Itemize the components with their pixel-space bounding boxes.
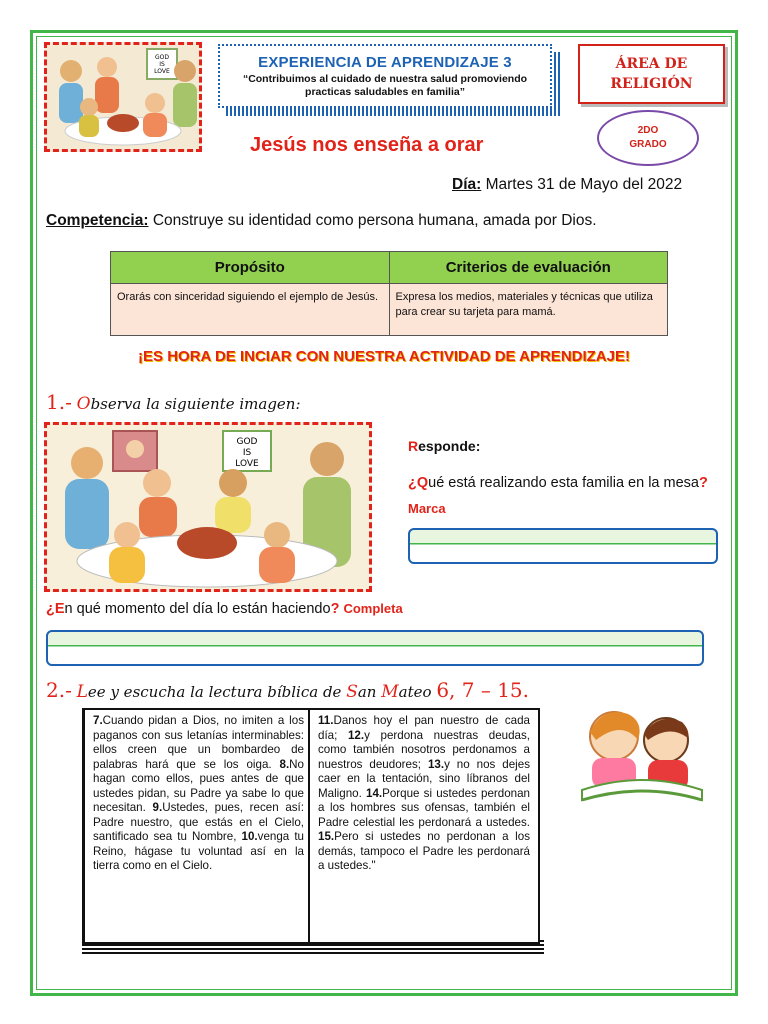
step2-number: 2.- (46, 678, 72, 702)
question-1: ¿Qué está realizando esta familia en la mesa? Marca (408, 475, 708, 516)
experience-title: EXPERIENCIA DE APRENDIZAJE 3 (258, 54, 512, 71)
grade-line2: GRADO (629, 139, 667, 150)
grade-badge (597, 110, 699, 166)
area-label-line1: ÁREA DE (615, 56, 688, 72)
svg-text:LOVE: LOVE (235, 459, 259, 469)
family-praying-image (44, 422, 372, 592)
lesson-title: Jesús nos enseña a orar (250, 134, 484, 156)
open-book (72, 708, 542, 956)
verse-text: Danos hoy el pan nuestro de cada día; (318, 714, 530, 742)
competencia-line (46, 212, 597, 230)
kids-reading-image (562, 700, 722, 820)
answer-field-2[interactable] (46, 630, 704, 666)
experience-subtitle: “Contribuimos al cuidado de nuestra salud promoviendo practicas saludables en familia” (242, 73, 528, 98)
table-row (111, 284, 668, 336)
step2-heading: 2.- Lee y escucha la lectura bíblica de San Mateo 6, 7 – 15. (46, 678, 529, 702)
svg-text:IS: IS (242, 448, 252, 458)
responde-label: Responde: (408, 438, 481, 454)
q1-action: Marca (408, 501, 446, 516)
book-left-page (82, 708, 314, 944)
family-praying-header-image (44, 42, 202, 152)
activity-banner: ¡ES HORA DE INCIAR CON NUESTRA ACTIVIDAD DE APRENDIZAJE! (138, 348, 630, 365)
verse-number: 13. (427, 757, 445, 771)
verse-number: 8. (279, 757, 290, 771)
verse-number: 7. (93, 714, 103, 727)
date-line (452, 176, 682, 194)
date-label: Día: (452, 176, 482, 193)
cell-proposito: Orarás con sinceridad siguiendo el ejemplo de Jesús. (111, 284, 390, 336)
question-2: ¿En qué momento del día lo están haciendo? Completa (46, 601, 403, 617)
verse-number: 9. (152, 801, 163, 814)
title-box (218, 44, 552, 108)
q2-action: Completa (343, 601, 403, 616)
step1-number: 1.- (46, 390, 72, 414)
step1-cap: O (76, 394, 91, 414)
bible-reference: 6, 7 – 15. (436, 678, 529, 702)
god-is-love-sign-2: GOD (236, 437, 258, 447)
cell-criterios: Expresa los medios, materiales y técnicas que utiliza para crear su tarjeta para mamá. (389, 284, 668, 336)
book-right-page (308, 708, 540, 944)
step1-text: bserva la siguiente imagen: (90, 395, 301, 413)
step1-heading (46, 390, 301, 414)
verse-number: 14. (366, 786, 383, 800)
verse-text: Porque si ustedes perdonan a los hombres sus ofensas, también el Padre celestial les perdonará a ustedes. (318, 786, 530, 829)
grade-line1: 2DO (637, 125, 659, 136)
date-value: Martes 31 de Mayo del 2022 (485, 176, 683, 193)
god-is-love-sign-1: GOD (155, 54, 169, 61)
competencia-value: Construye su identidad como persona humana, amada por Dios. (152, 212, 597, 229)
header-proposito: Propósito (111, 252, 390, 284)
verse-text: Cuando pidan a Dios, no imiten a los paganos con sus letanías interminables: ellos creen que un bombardeo de palabras hará que se los oiga. (93, 714, 304, 771)
area-label-line2: RELIGIÓN (610, 76, 693, 92)
verse-number: 11. (318, 714, 334, 727)
answer-field-1[interactable] (408, 528, 718, 564)
svg-text:LOVE: LOVE (154, 68, 170, 75)
verse-text: No hagan como ellos, pues antes de que ustedes pidan, su Padre ya sabe lo que necesitan. (93, 757, 304, 814)
criteria-table (110, 251, 668, 336)
verse-text: Pero si ustedes no perdonan a los demás, tampoco el Padre les perdonará a ustedes." (318, 830, 530, 872)
verse-number: 10. (241, 830, 258, 843)
verse-number: 12. (347, 728, 365, 742)
verse-number: 15. (318, 830, 335, 843)
competencia-label: Competencia: (46, 212, 149, 229)
svg-text:IS: IS (159, 61, 165, 68)
verse-text: y no nos dejes caer en la tentación, sino líbranos del Maligno. (318, 757, 531, 800)
header-criterios: Criterios de evaluación (389, 252, 668, 284)
verse-text: venga tu Reino, hágase tu voluntad así en la tierra como en el Cielo. (93, 830, 304, 872)
verse-text: y perdona nuestras deudas, como también nosotros perdonamos a nuestros deudores; (318, 728, 531, 771)
verse-text: Ustedes, pues, recen así: Padre nuestro, que estás en el Cielo, santificado sea tu Nombre, (93, 801, 305, 843)
area-box (578, 44, 725, 104)
